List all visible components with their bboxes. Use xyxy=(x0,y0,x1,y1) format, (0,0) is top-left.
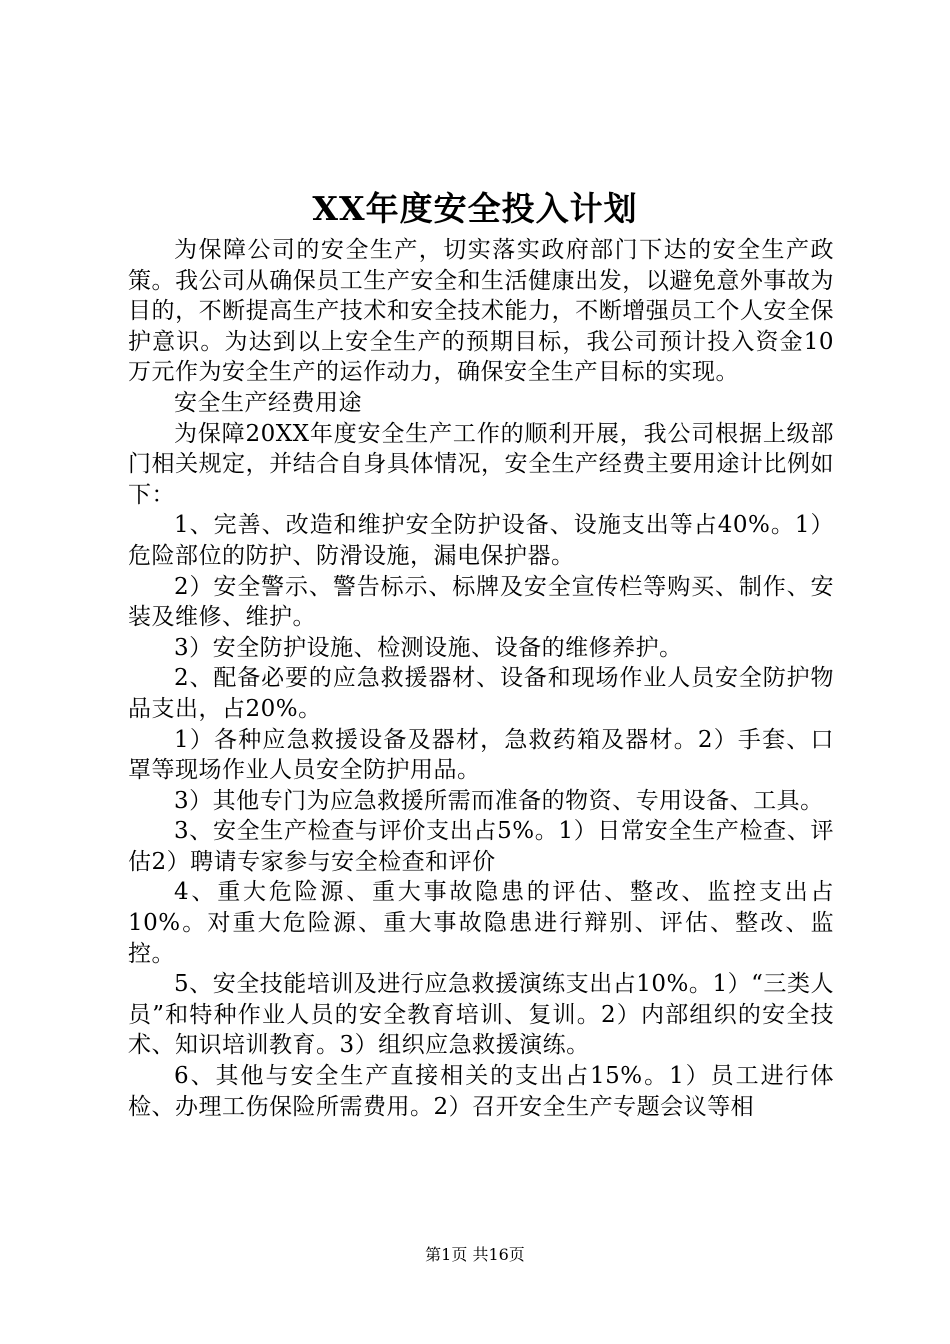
paragraph-item-3: 3、安全生产检查与评价支出占5%。1）日常安全生产检查、评估2）聘请专家参与安全检查和评价 xyxy=(128,818,834,875)
paragraph-item-1-2: 2）安全警示、警告标示、标牌及安全宣传栏等购买、制作、安装及维修、维护。 xyxy=(128,573,834,631)
document-title: XX年度安全投入计划 xyxy=(312,189,638,228)
document-body xyxy=(128,235,834,1122)
paragraph-usage-intro: 为保障20XX年度安全生产工作的顺利开展，我公司根据上级部门相关规定，并结合自身具体情况，安全生产经费主要用途计比例如下： xyxy=(128,420,834,508)
paragraph-item-6: 6、其他与安全生产直接相关的支出占15%。1）员工进行体检、办理工伤保险所需费用。2）召开安全生产专题会议等相 xyxy=(128,1063,834,1120)
paragraph-item-1-3: 3）安全防护设施、检测设施、设备的维修养护。 xyxy=(174,634,683,661)
paragraph-item-2-1: 1）各种应急救援设备及器材，急救药箱及器材。2）手套、口罩等现场作业人员安全防护用品。 xyxy=(128,726,834,784)
paragraph-item-2: 2、配备必要的应急救援器材、设备和现场作业人员安全防护物品支出，占20%。 xyxy=(128,665,834,722)
page-footer: 第1页 共16页 xyxy=(425,1245,525,1264)
paragraph-item-1: 1、完善、改造和维护安全防护设备、设施支出等占40%。1）危险部位的防护、防滑设施，漏电保护器。 xyxy=(128,512,834,569)
paragraph-heading-usage: 安全生产经费用途 xyxy=(174,389,362,416)
paragraph-item-5: 5、安全技能培训及进行应急救援演练支出占10%。1）“三类人员”和特种作业人员的安全教育培训、复训。2）内部组织的安全技术、知识培训教育。3）组织应急救援演练。 xyxy=(128,971,834,1059)
paragraph-intro: 为保障公司的安全生产，切实落实政府部门下达的安全生产政策。我公司从确保员工生产安全和生活健康出发，以避免意外事故为目的，不断提高生产技术和安全技术能力，不断增强员工个人安全保护意识。为达到以上安全生产的预期目标，我公司预计投入资金10万元作为安全生产的运作动力，确保安全生产目标的实现。 xyxy=(128,237,834,386)
paragraph-item-2-3: 3）其他专门为应急救援所需而准备的物资、专用设备、工具。 xyxy=(174,787,824,814)
paragraph-item-4: 4、重大危险源、重大事故隐患的评估、整改、监控支出占10%。对重大危险源、重大事故隐患进行辩别、评估、整改、监控。 xyxy=(128,879,834,967)
